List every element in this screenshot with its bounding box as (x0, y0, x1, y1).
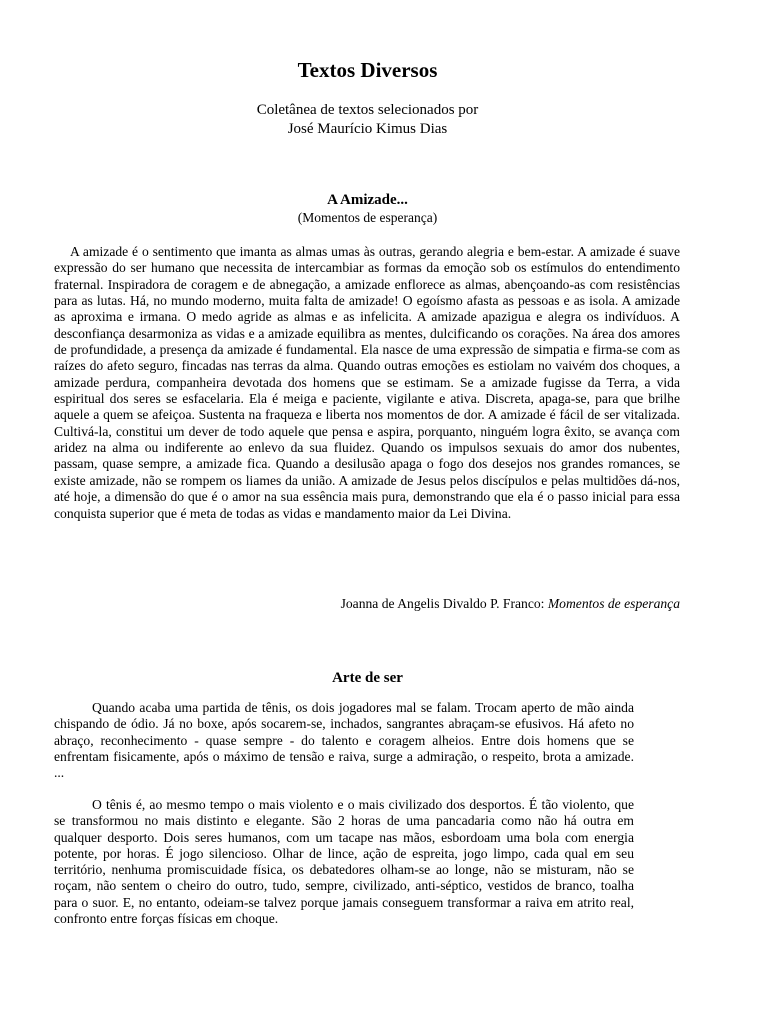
document-subtitle (0, 101, 735, 139)
subtitle-line-1: Coletânea de textos selecionados por (256, 102, 479, 118)
document-title: Textos Diversos (297, 58, 438, 82)
arte-paragraph-1: Quando acaba uma partida de tênis, os dois jogadores mal se falam. Trocam aperto de mão ainda chispando de ódio. Já no boxe, após socarem-se, inchados, sangrantes abraçam-se efusivos. Há afeto no abraço, reconhecimento - quase sempre - do talento e coragem alheios. Entre dois homens que se enfrentam fisicamente, após o máximo de tensão e raiva, surge a admiração, o respeito, brota a amizade. ... (54, 700, 634, 781)
attribution (341, 596, 680, 612)
subtitle-line-2: José Maurício Kimus Dias (287, 121, 448, 137)
attribution-work: Momentos de esperança (547, 596, 680, 611)
section-title-arte-de-ser: Arte de ser (332, 670, 403, 686)
section-title-amizade: A Amizade... (327, 192, 408, 208)
arte-paragraph-2: O tênis é, ao mesmo tempo o mais violento e o mais civilizado dos desportos. É tão violento, que se transformou no mais distinto e elegante. São 2 horas de uma pancadaria como não há outra em qualquer desporto. Dois seres humanos, com um tacape nas mãos, esbordoam uma bola com energia potente, por horas. É jogo silencioso. Olhar de lince, ação de espreita, jogo limpo, cada qual em seu território, nenhuma promiscuidade física, os debatedores olham-se ao longe, não se misturam, não se roçam, não sentem o cheiro do outro, tudo, sempre, civilizado, anti-séptico, vestidos de branco, toalha para o suor. E, no entanto, odeiam-se talvez porque jamais conseguem transformar a raiva em atrito real, confronto entre forças físicas em choque. (54, 797, 634, 927)
attribution-author: Joanna de Angelis Divaldo P. Franco: (340, 596, 548, 611)
amizade-paragraph: A amizade é o sentimento que imanta as almas umas às outras, gerando alegria e bem-estar. A amizade é suave expressão do ser humano que necessita de intercambiar as formas da emoção sob os estímulos do entendimento fraternal. Inspiradora de coragem e de abnegação, a amizade enflorece as almas, abençoando-as com resistências para as lutas. Há, no mundo moderno, muita falta de amizade! O egoísmo afasta as pessoas e as isola. A amizade as aproxima e irmana. O medo agride as almas e as infelicita. A amizade apazigua e alegra os indivíduos. A desconfiança desarmoniza as vidas e a amizade equilibra as mentes, dulcificando os corações. Na área dos amores de profundidade, a presença da amizade é fundamental. Ela nasce de uma expressão de simpatia e firma-se com as raízes do afeto seguro, fincadas nas terras da alma. Quando outras emoções es estiolam no vaivém dos choques, a amizade perdura, companheira devotada dos homens que se estimam. Se a amizade fugisse da Terra, a vida espiritual dos seres se esfacelaria. Ela é meiga e paciente, vigilante e ativa. Discreta, apaga-se, para que brilhe aquele a quem se afeiçoa. Sustenta na fraqueza e liberta nos momentos de dor. A amizade é fácil de ser vitalizada. Cultivá-la, constitui um dever de todo aquele que pensa e aspira, porquanto, ninguém logra êxito, se avança com aridez na alma ou indiferente ao enlevo da sua fluidez. Quando os impulsos sexuais do amor dos nubentes, passam, quase sempre, a amizade fica. Quando a desilusão apaga o fogo dos desejos nos grandes romances, se existe amizade, não se rompem os liames da união. A amizade de Jesus pelos discípulos e pelas multidões dá-nos, até hoje, a dimensão do que é o amor na sua essência mais pura, demonstrando que ela é o passo inicial para essa conquista superior que é meta de todas as vidas e mandamento maior da Lei Divina. (54, 244, 680, 521)
section-subtitle-amizade: (Momentos de esperança) (297, 210, 438, 225)
